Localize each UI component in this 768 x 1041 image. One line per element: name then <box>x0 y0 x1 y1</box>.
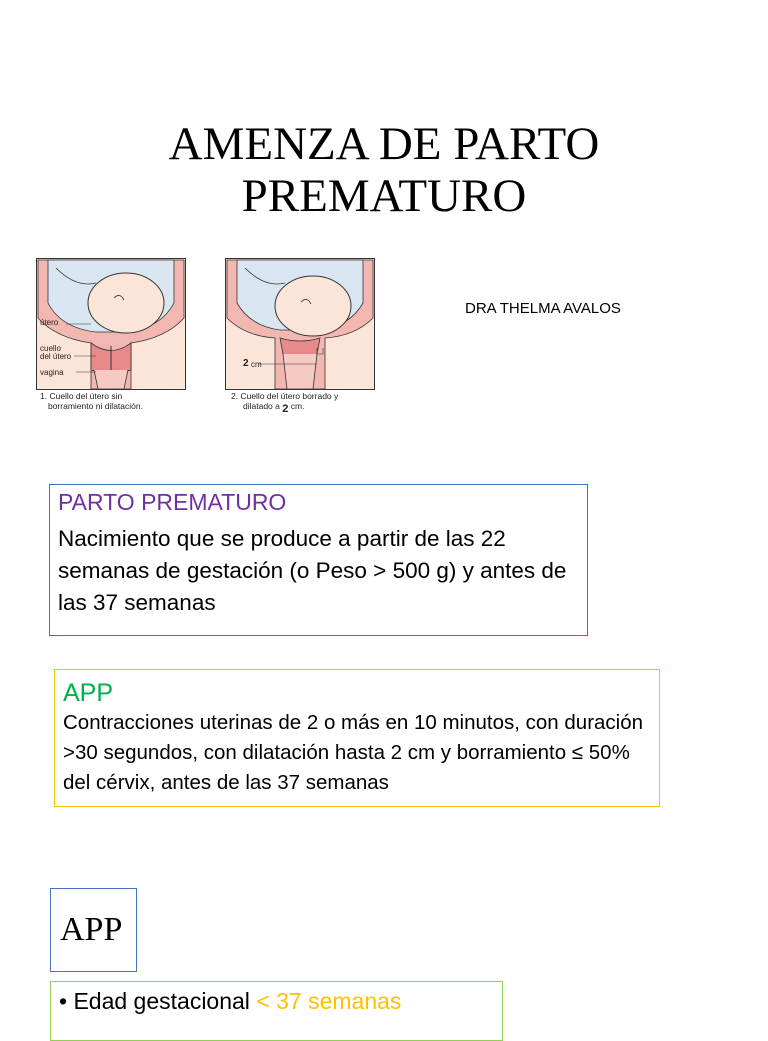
criteria-item <box>59 984 494 1018</box>
label-vagina: vagina <box>40 368 64 377</box>
caption-right-end: cm. <box>290 400 305 411</box>
bullet-icon: • <box>59 988 68 1014</box>
definition-text: Nacimiento que se produce a partir de las 22 semanas de gestación (o Peso > 500 g) y antes de las 37 semanas <box>58 526 567 615</box>
app-title-box: APP <box>50 888 137 972</box>
app-text: Contracciones uterinas de 2 o más en 10 minutos, con duración >30 segundos, con dilatación hasta 2 cm y borramiento ≤ 50% del cérvix, antes de las 37 semanas <box>63 711 644 794</box>
label-cuello-1: cuello <box>40 344 61 353</box>
title-line-1: AMENZA DE PARTO <box>168 118 600 170</box>
title-line-2: PREMATURO <box>241 170 527 222</box>
caption-right-number: 2 <box>282 402 289 415</box>
criteria-highlight: < 37 semanas <box>256 988 402 1014</box>
label-cuello-2: del útero <box>40 352 72 361</box>
figure-caption-right <box>231 391 339 415</box>
label-2cm-unit: cm <box>251 360 262 369</box>
app-heading: APP <box>63 679 114 707</box>
label-utero: útero <box>40 318 59 327</box>
figure-cervix-dilated <box>225 258 377 418</box>
author-name: DRA THELMA AVALOS <box>465 300 621 317</box>
caption-right-line-2: dilatado a <box>243 400 280 411</box>
caption-left-line-2: borramiento ni dilatación. <box>48 400 143 411</box>
label-2cm-number: 2 <box>243 358 249 369</box>
definition-box-parto-prematuro <box>49 484 588 636</box>
criteria-box <box>50 981 503 1041</box>
figure-caption-left <box>40 392 143 411</box>
definition-heading: PARTO PREMATURO <box>58 489 287 515</box>
caption-right-line-1: 2. Cuello del útero borrado y <box>231 391 339 401</box>
caption-left-line-1: 1. Cuello del útero sin <box>40 391 123 401</box>
criteria-label: Edad gestacional <box>73 988 250 1014</box>
uterus-illustration-dilated <box>225 258 375 390</box>
definition-box-app <box>54 669 660 807</box>
slide-title <box>0 118 768 222</box>
figure-cervix-closed <box>36 258 186 418</box>
